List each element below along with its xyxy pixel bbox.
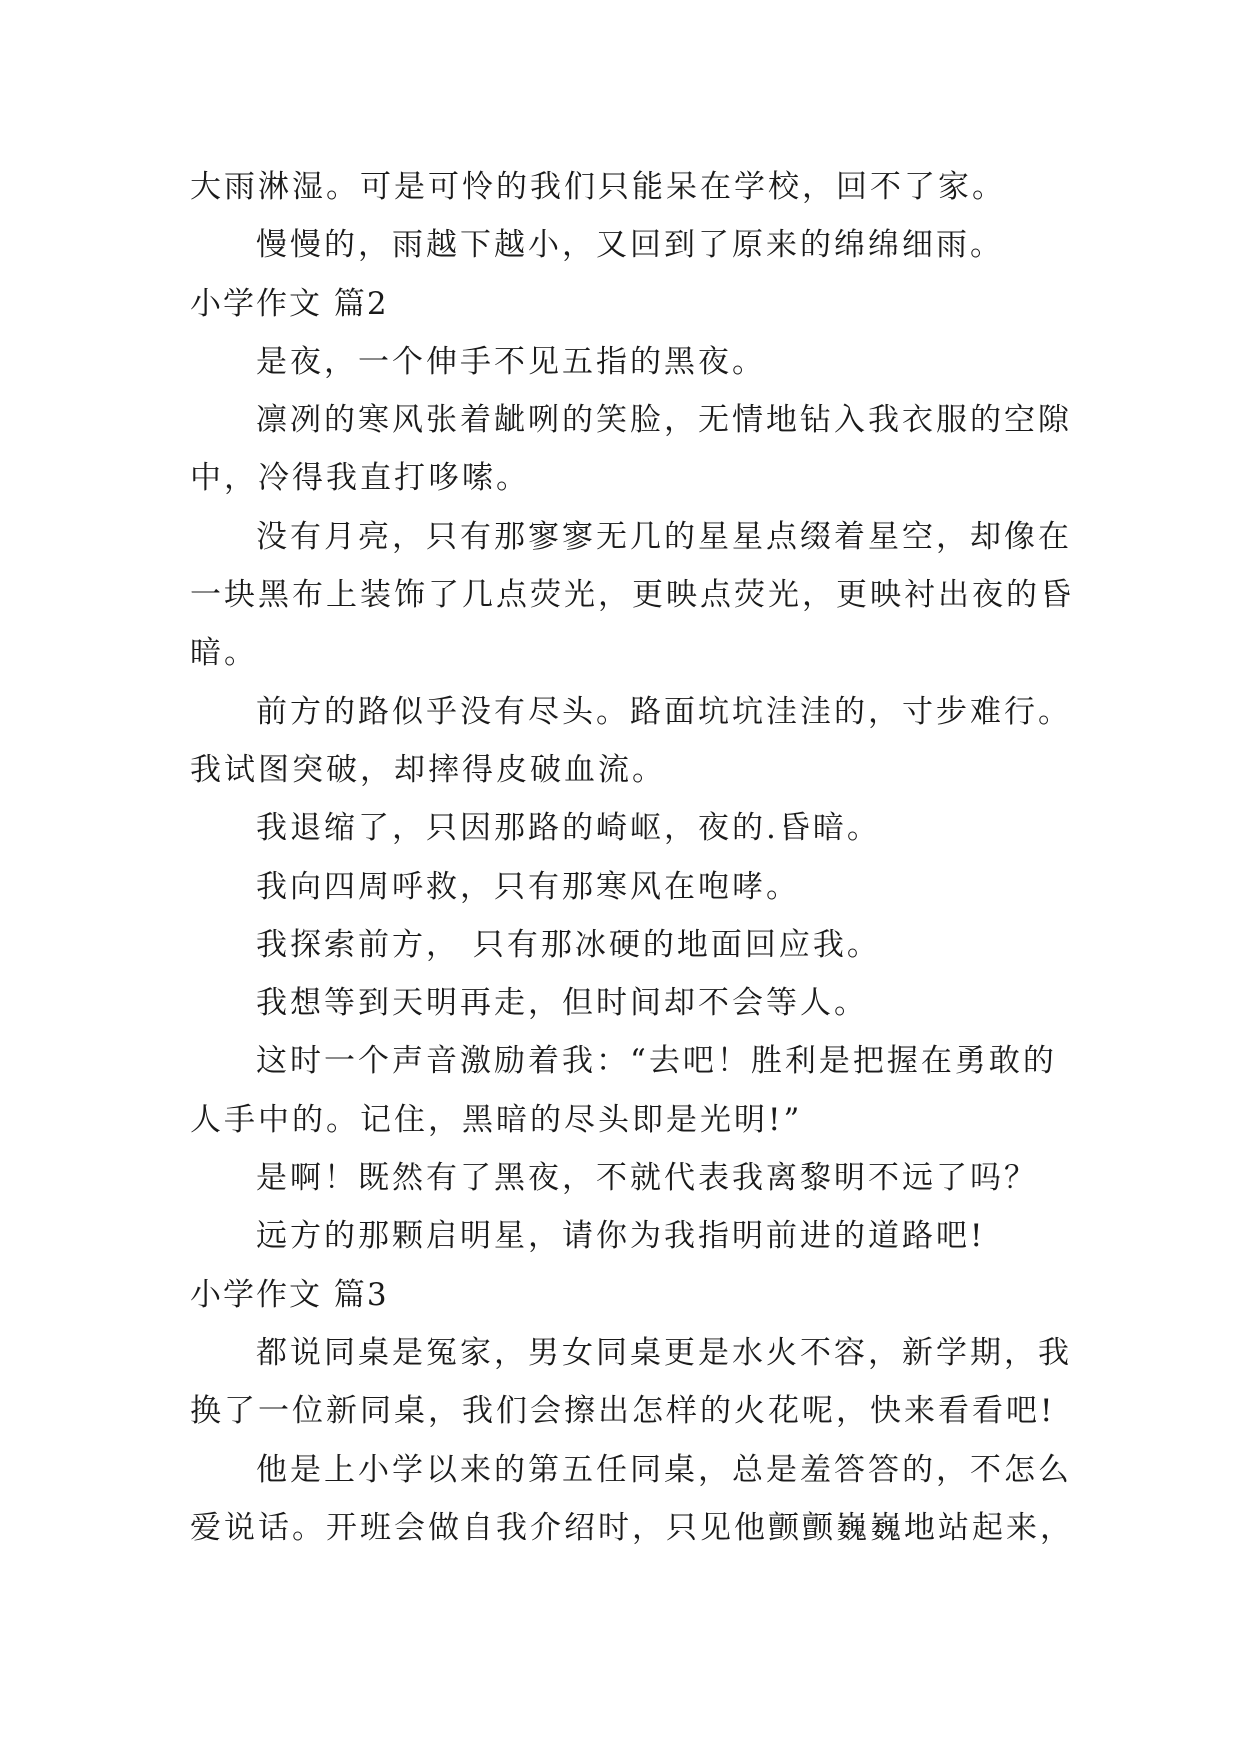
paragraph-line: 这时一个声音激励着我：“去吧！胜利是把握在勇敢的 <box>256 1043 1057 1080</box>
paragraph-line: 爱说话。开班会做自我介绍时，只见他颤颤巍巍地站起来， <box>190 1509 1074 1546</box>
paragraph-line: 人手中的。记住，黑暗的尽头即是光明!” <box>190 1101 803 1138</box>
paragraph-line: 是啊！既然有了黑夜，不就代表我离黎明不远了吗？ <box>256 1160 1038 1197</box>
paragraph-line: 大雨淋湿。可是可怜的我们只能呆在学校，回不了家。 <box>190 169 1006 205</box>
paragraph-line: 远方的那颗启明星，请你为我指明前进的道路吧! <box>256 1218 986 1255</box>
paragraph-line: 我向四周呼救，只有那寒风在咆哮。 <box>256 868 800 905</box>
paragraph-line: 我退缩了，只因那路的崎岖，夜的.昏暗。 <box>256 810 881 847</box>
paragraph-line: 换了一位新同桌，我们会擦出怎样的火花呢，快来看看吧! <box>190 1393 1056 1430</box>
paragraph-line: 暗。 <box>190 635 258 672</box>
paragraph-line: 前方的路似乎没有尽头。路面坑坑洼洼的，寸步难行。 <box>256 693 1072 730</box>
section-heading: 小学作文 篇2 <box>190 285 389 322</box>
paragraph-line: 凛冽的寒风张着龇咧的笑脸，无情地钻入我衣服的空隙 <box>256 402 1072 439</box>
paragraph-line: 我试图突破，却摔得皮破血流。 <box>190 751 666 788</box>
paragraph-line: 我探索前方， 只有那冰硬的地面回应我。 <box>256 926 881 963</box>
paragraph-line: 一块黑布上装饰了几点荧光，更映点荧光，更映衬出夜的昏 <box>190 577 1074 614</box>
paragraph-line: 没有月亮，只有那寥寥无几的星星点缀着星空，却像在 <box>256 518 1072 555</box>
paragraph-line: 他是上小学以来的第五任同桌，总是羞答答的，不怎么 <box>256 1451 1072 1488</box>
paragraph-line: 慢慢的，雨越下越小，又回到了原来的绵绵细雨。 <box>256 227 1004 264</box>
document-body <box>190 158 1074 1557</box>
paragraph-line: 中，冷得我直打哆嗦。 <box>190 460 530 497</box>
paragraph-line: 是夜，一个伸手不见五指的黑夜。 <box>256 343 766 380</box>
paragraph-line: 我想等到天明再走，但时间却不会等人。 <box>256 985 868 1022</box>
section-heading: 小学作文 篇3 <box>190 1276 389 1313</box>
paragraph-line: 都说同桌是冤家，男女同桌更是水火不容，新学期，我 <box>256 1334 1072 1371</box>
